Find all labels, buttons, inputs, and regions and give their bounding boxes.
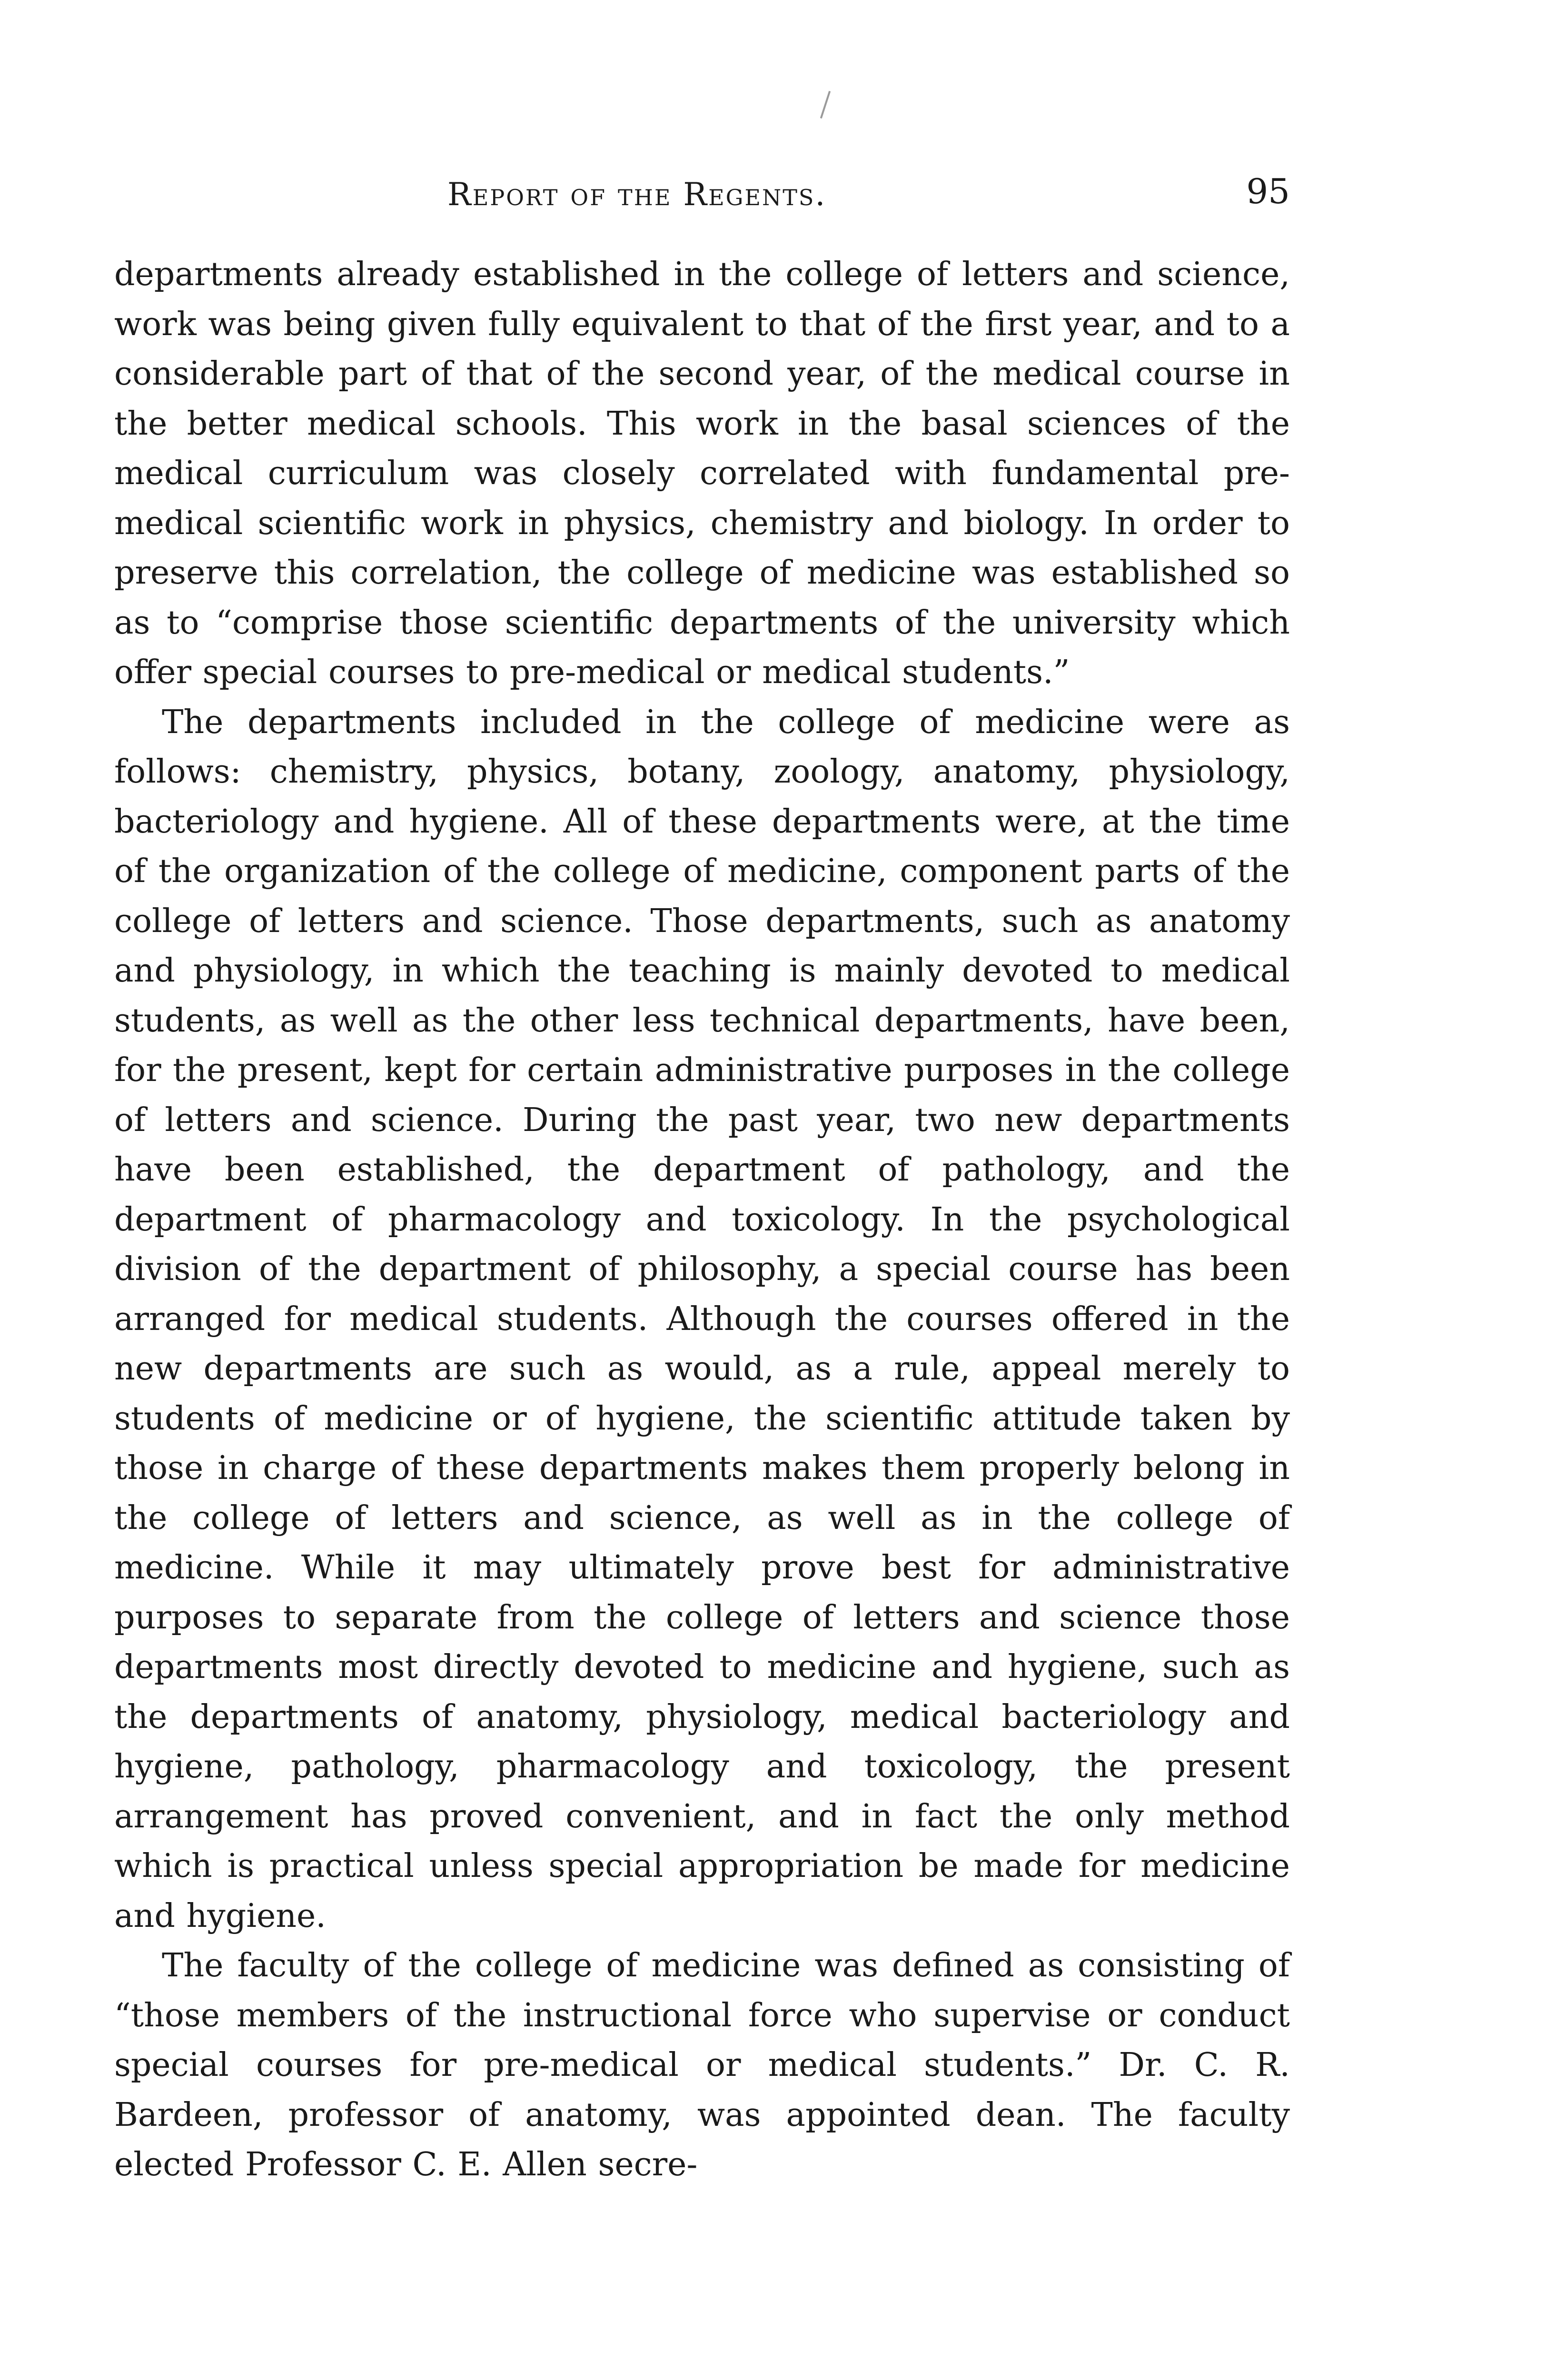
body-text — [114, 250, 1290, 2190]
paragraph-departments: The departments included in the college of medicine were as follows: chemistry, physics, botany, zoology, anatomy, physiology, bacteriology and hygiene. All of these departments were, at the time of the organization of the college of medicine, component parts of the college of letters and science. Those departments, such as anatomy and physiology, in which the teaching is mainly devoted to medical students, as well as the other less technical departments, have been, for the present, kept for certain administrative purposes in the college of letters and science. During the past year, two new departments have been established, the department of pathology, and the department of pharmacology and toxicology. In the psychological division of the department of philosophy, a special course has been arranged for medical students. Although the courses offered in the new departments are such as would, as a rule, appeal merely to students of medicine or of hygiene, the scientific attitude taken by those in charge of these departments makes them properly belong in the college of letters and science, as well as in the college of medicine. While it may ultimately prove best for administrative purposes to separate from the college of letters and science those departments most directly devoted to medicine and hygiene, such as the departments of anatomy, physiology, medical bacteriology and hygiene, pathology, pharmacology and toxicology, the present arrangement has proved convenient, and in fact the only method which is practical unless special appropriation be made for medicine and hygiene. — [114, 703, 1290, 1935]
page-header — [114, 171, 1290, 219]
page-number: 95 — [1246, 171, 1290, 211]
stray-pen-mark — [820, 91, 831, 119]
paragraph-faculty: The faculty of the college of medicine was defined as consisting of “those members of the instructional force who supervise or conduct special courses for pre-medical or medical students.” Dr. C. R. Bardeen, professor of anatomy, was appointed dean. The faculty elected Professor C. E. Allen secre- — [114, 1947, 1290, 2183]
running-title: Report of the Regents. — [447, 176, 827, 213]
paragraph-continued: departments already established in the college of letters and science, work was being given fully equivalent to that of the first year, and to a considerable part of that of the second year, of the medical course in the better medical schools. This work in the basal sciences of the medical curriculum was closely correlated with fundamental pre-medical scientific work in physics, chemistry and biology. In order to preserve this correlation, the college of medicine was established so as to “comprise those scientific departments of the university which offer special courses to pre-medical or medical students.” — [114, 256, 1290, 691]
